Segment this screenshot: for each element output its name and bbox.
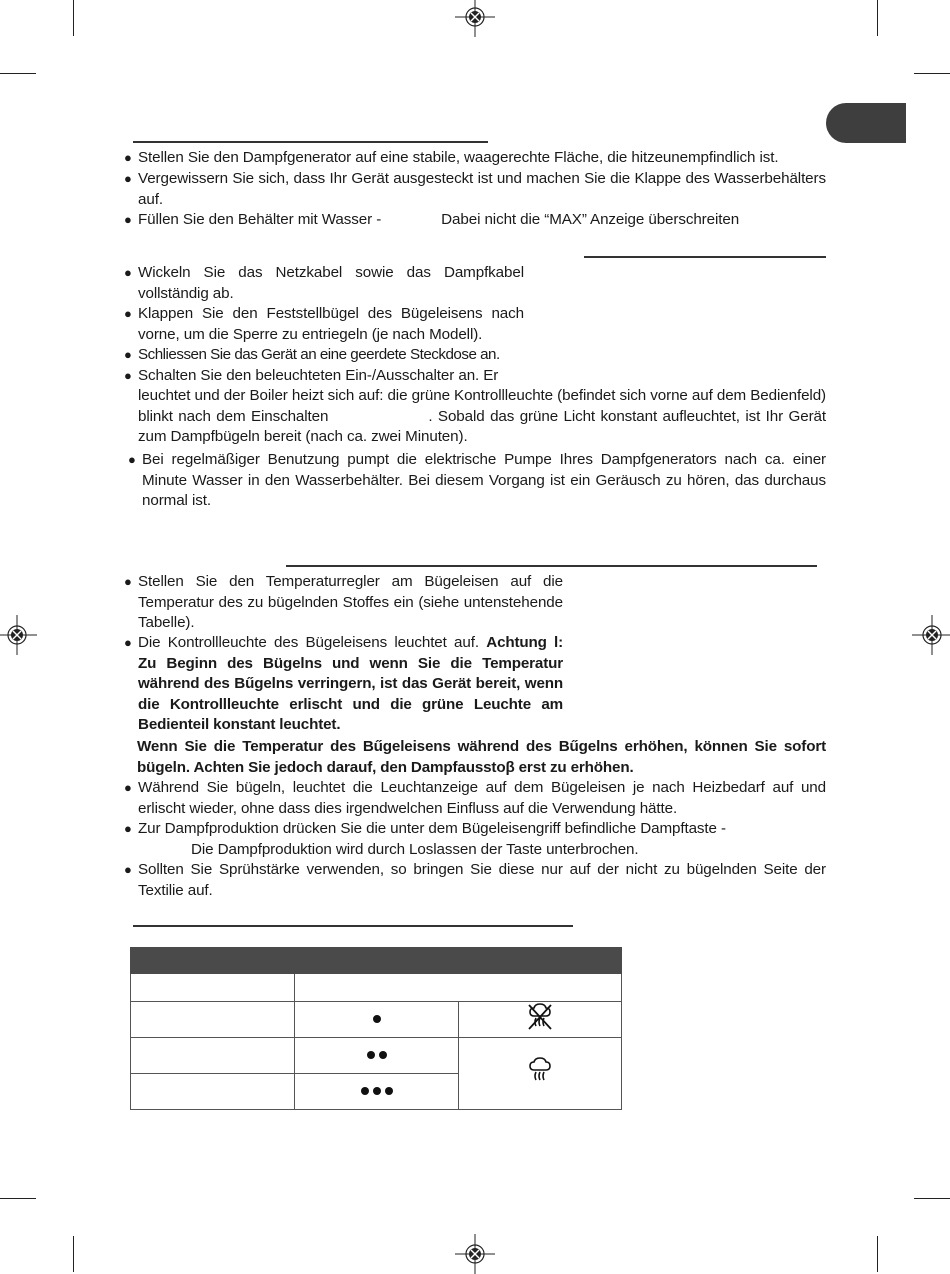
bullet: ● [124,780,132,795]
temperature-dot [361,1087,369,1095]
section-heading-rule [133,925,573,927]
list-item: Stellen Sie den Dampfgenerator auf eine stabile, waagerechte Fläche, die hitzeunempfindlich ist. [138,149,779,166]
steam-icon [459,1038,622,1110]
list-item: Klappen Sie den Feststellbügel des Bügeleisens nach vorne, um die Sperre zu entriegeln (je nach Modell). [138,305,524,343]
table-row [131,974,622,1002]
registration-mark-icon [455,1234,495,1274]
no-steam-icon [525,1002,555,1032]
temperature-dot [367,1051,375,1059]
list-item-text: leuchtet und der Boiler heizt sich auf: die grüne Kontrollleuchte (befindet sich vorne auf dem Bedienfeld) blinkt nach dem Einschalten [138,387,826,425]
bullet: ● [124,347,132,362]
section-heading-rule [584,256,826,258]
crop-mark [877,1236,878,1272]
table-row [131,1038,622,1074]
list-item-text: Dabei nicht die “MAX” Anzeige überschreiten [441,211,740,228]
list-item: Zur Dampfproduktion drücken Sie die unter dem Bügeleisengriff befindliche Dampftaste - [138,820,726,837]
temperature-dot [373,1015,381,1023]
crop-mark [73,1236,74,1272]
bullet: ● [124,265,132,280]
bullet: ● [124,212,132,227]
language-tab [826,103,906,143]
bullet: ● [124,306,132,321]
list-item: Bei regelmäßiger Benutzung pumpt die elektrische Pumpe Ihres Dampfgenerators nach ca. einer Minute Wasser in den Wasserbehälter. Bei diesem Vorgang ist ein Geräusch zu hören, das durchaus normal ist. [142,451,826,509]
warning-text: Wenn Sie die Temperatur des Bűgeleisens während des Bűgelns erhöhen, können Sie sofort bügeln. Achten Sie jedoch darauf, den Dampfausstoβ erst zu erhöhen. [137,738,826,776]
list-item: Sollten Sie Sprühstärke verwenden, so bringen Sie diese nur auf der nicht zu bügelnden Seite der Textilie auf. [138,861,826,899]
bullet: ● [124,368,132,383]
crop-mark [73,0,74,36]
list-item: Schliessen Sie das Gerät an eine geerdete Steckdose an. [138,346,500,363]
list-item: Wickeln Sie das Netzkabel sowie das Dampfkabel vollständig ab. [138,264,524,302]
bullet: ● [124,574,132,589]
crop-mark [914,1198,950,1199]
steam-icon [525,1056,555,1086]
list-item: Vergewissern Sie sich, dass Ihr Gerät ausgesteckt ist und machen Sie die Klappe des Wasserbehälters auf. [138,170,826,208]
crop-mark [0,1198,36,1199]
registration-mark-icon [0,615,37,655]
temperature-dot [379,1051,387,1059]
bullet: ● [124,150,132,165]
bullet: ● [124,171,132,186]
bullet: ● [124,821,132,836]
list-item [138,633,563,736]
crop-mark [0,73,36,74]
temperature-dot [385,1087,393,1095]
temperature-dots [295,1074,459,1110]
no-steam-icon [459,1002,622,1038]
section-heading-rule [286,565,817,567]
bullet: ● [128,452,136,467]
table-header-row [131,948,622,974]
table-row [131,1002,622,1038]
bullet: ● [124,862,132,877]
list-item-continued: Die Dampfproduktion wird durch Loslassen der Taste unterbrochen. [191,841,639,858]
registration-mark-icon [455,0,495,37]
temperature-dot [373,1087,381,1095]
crop-mark [877,0,878,36]
list-item-text: Füllen Sie den Behälter mit Wasser - [138,211,382,228]
list-item-continued [138,386,826,448]
list-item: Schalten Sie den beleuchteten Ein-/Ausschalter an. Er [138,367,499,384]
fabric-temperature-table [130,947,622,1110]
crop-mark [914,73,950,74]
list-item: Während Sie bügeln, leuchtet die Leuchtanzeige auf dem Bügeleisen je nach Heizbedarf auf und erlischt wieder, ohne dass dies irgendwelchen Einfluss auf die Verwendung hätte. [138,779,826,817]
list-item-text: Die Kontrollleuchte des Bügeleisens leuchtet auf. [138,634,479,651]
list-item-text: . Sobald das grüne Licht konstant aufleuchtet, ist Ihr Gerät zum Dampfbügeln bereit (nach ca. zwei Minuten). [138,407,826,445]
list-item [138,210,826,231]
temperature-dots [295,1038,459,1074]
list-item: Stellen Sie den Temperaturregler am Bügeleisen auf die Temperatur des zu bügelnden Stoffes ein (siehe untenstehende Tabelle). [138,573,563,631]
registration-mark-icon [912,615,950,655]
warning-text: Achtung l: Zu Beginn des Bügelns und wenn Sie die Temperatur während des Bűgelns verringern, ist das Gerät bereit, wenn die Kontrollleuchte erlischt und die grüne Leuchte am Bedienteil konstant leuchtet. [138,634,563,733]
section-heading-rule [133,141,488,143]
temperature-dots [295,1002,459,1038]
bullet: ● [124,635,132,650]
